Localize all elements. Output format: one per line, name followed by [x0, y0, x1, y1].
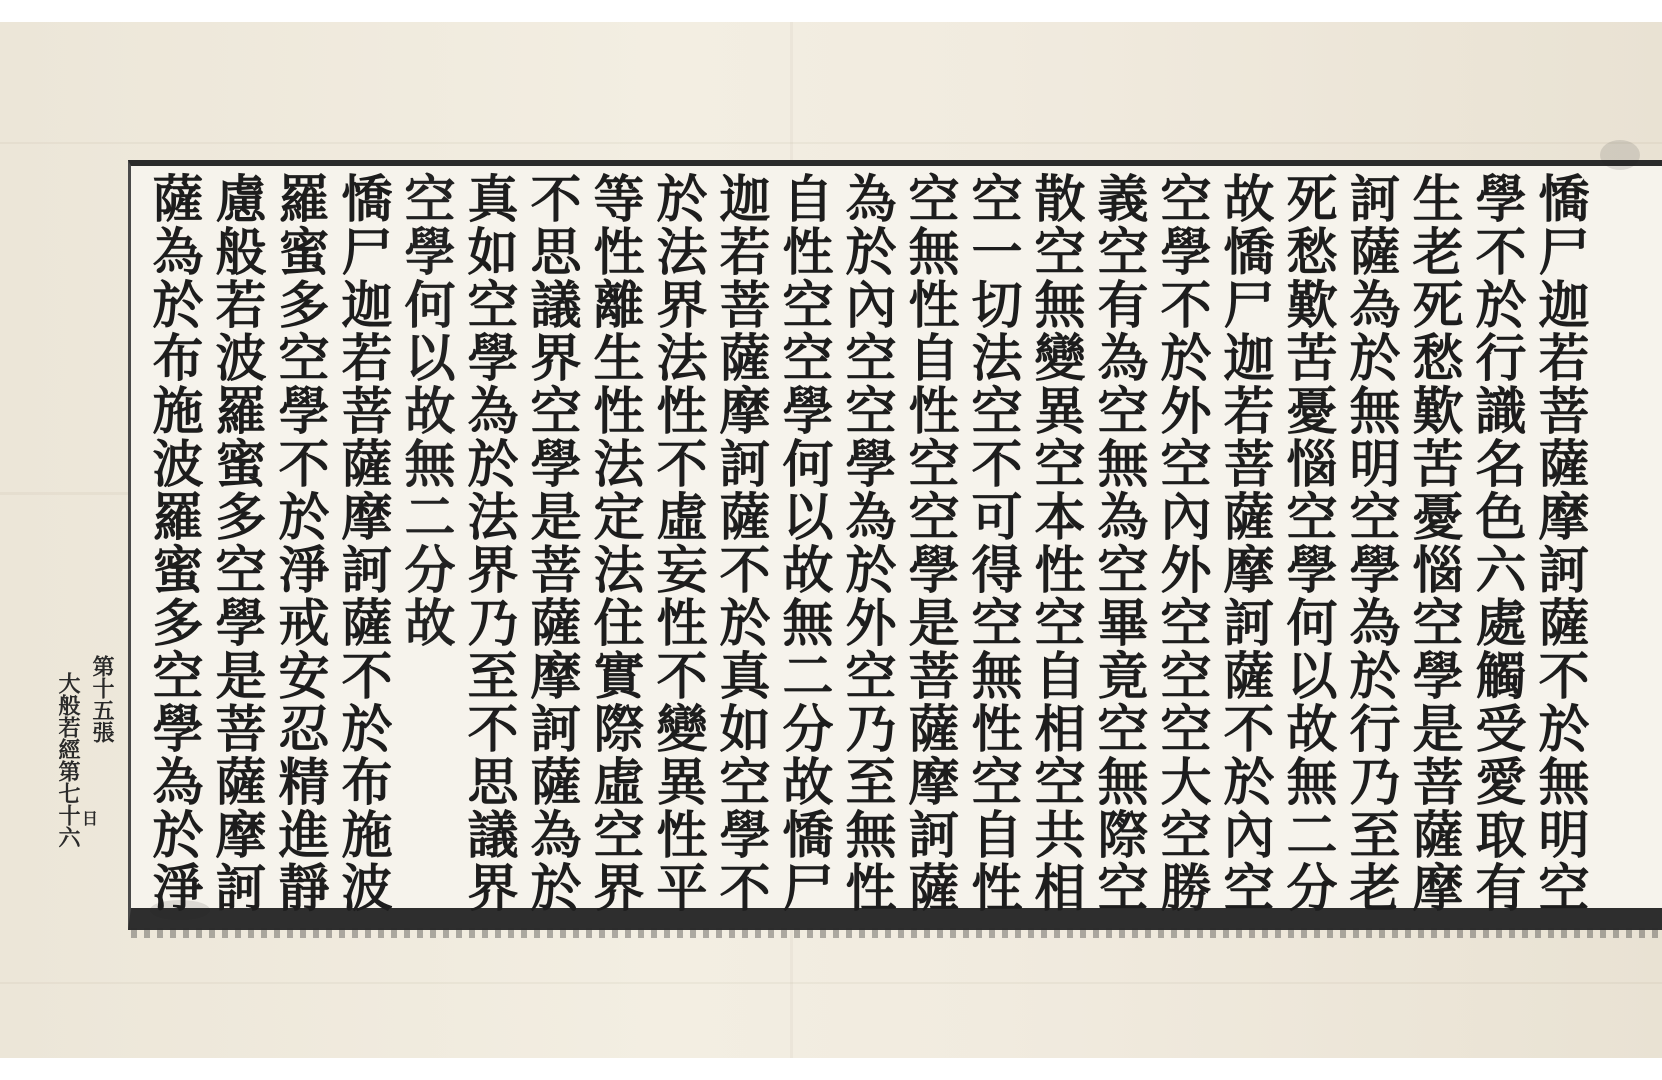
text-column-23: 薩為於布施波羅蜜多空學為於淨 — [143, 172, 203, 914]
text-column-3: 生老死愁歎苦憂惱空學是菩薩摩 — [1403, 172, 1463, 914]
paper-fiber — [0, 982, 1662, 984]
text-column-14: 迦若菩薩摩訶薩不於真如空學不 — [710, 172, 770, 914]
text-column-2: 學不於行識名色六處觸受愛取有 — [1466, 172, 1526, 914]
text-column-15: 於法界法性不虛妄性不變異性平 — [647, 172, 707, 914]
text-column-18: 真如空學為於法界乃至不思議界 — [458, 172, 518, 914]
text-column-5: 死愁歎苦憂惱空學何以故無二分 — [1277, 172, 1337, 914]
text-column-22: 慮般若波羅蜜多空學是菩薩摩訶 — [206, 172, 266, 914]
text-column-19: 空學何以故無二分故 — [395, 172, 455, 649]
paper-fiber — [0, 142, 1662, 144]
text-column-9: 散空無變異空本性空自相空共相 — [1025, 172, 1085, 914]
text-column-21: 羅蜜多空學不於淨戒安忍精進靜 — [269, 172, 329, 914]
margin-sutra-title: 大般若經第七十六 — [55, 672, 81, 848]
text-column-20: 憍尸迦若菩薩摩訶薩不於布施波 — [332, 172, 392, 914]
text-column-17: 不思議界空學是菩薩摩訶薩為於 — [521, 172, 581, 914]
text-column-4: 訶薩為於無明空學為於行乃至老 — [1340, 172, 1400, 914]
ink-smudge — [1600, 140, 1640, 170]
text-column-7: 空學不於外空內外空空空大空勝 — [1151, 172, 1211, 914]
margin-day-mark: 日 — [82, 809, 99, 828]
text-column-12: 為於內空空學為於外空乃至無性 — [836, 172, 896, 914]
text-column-13: 自性空空學何以故無二分故憍尸 — [773, 172, 833, 914]
margin-page-number: 第十五張 — [89, 655, 115, 743]
text-column-11: 空無性自性空空學是菩薩摩訶薩 — [899, 172, 959, 914]
text-column-8: 義空有為空無為空畢竟空無際空 — [1088, 172, 1148, 914]
text-column-10: 空一切法空不可得空無性空自性 — [962, 172, 1022, 914]
text-column-6: 故憍尸迦若菩薩摩訶薩不於內空 — [1214, 172, 1274, 914]
text-column-1: 憍尸迦若菩薩摩訶薩不於無明空 — [1529, 172, 1589, 914]
text-column-16: 等性離生性法定法住實際虛空界 — [584, 172, 644, 914]
